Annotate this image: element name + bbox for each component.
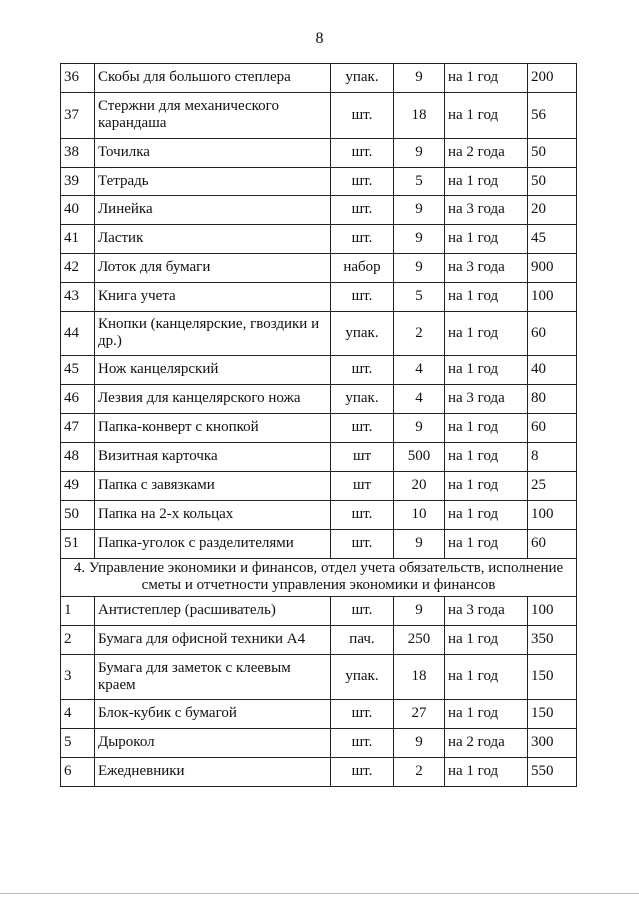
- unit-of-measure: шт.: [331, 168, 394, 196]
- item-name: Антистеплер (расшиватель): [95, 597, 331, 626]
- price: 45: [528, 225, 577, 254]
- unit-of-measure: шт.: [331, 729, 394, 758]
- usage-period: на 1 год: [445, 655, 528, 700]
- unit-of-measure: упак.: [331, 385, 394, 414]
- unit-of-measure: шт.: [331, 414, 394, 443]
- unit-of-measure: шт.: [331, 283, 394, 312]
- table-row: [61, 283, 577, 312]
- usage-period: на 1 год: [445, 626, 528, 655]
- table-row: [61, 93, 577, 139]
- table-row: [61, 559, 577, 597]
- row-number: 48: [61, 443, 95, 472]
- usage-period: на 1 год: [445, 225, 528, 254]
- table-row: [61, 655, 577, 700]
- item-name: Скобы для большого степлера: [95, 64, 331, 93]
- unit-of-measure: шт.: [331, 530, 394, 559]
- usage-period: на 3 года: [445, 254, 528, 283]
- row-number: 44: [61, 312, 95, 356]
- quantity: 9: [394, 530, 445, 559]
- row-number: 3: [61, 655, 95, 700]
- item-name: Папка-уголок с разделителями: [95, 530, 331, 559]
- table-row: [61, 139, 577, 168]
- item-name: Точилка: [95, 139, 331, 168]
- price: 900: [528, 254, 577, 283]
- price: 150: [528, 700, 577, 729]
- supplies-table-part2: [61, 597, 577, 787]
- quantity: 9: [394, 729, 445, 758]
- quantity: 9: [394, 414, 445, 443]
- item-name: Тетрадь: [95, 168, 331, 196]
- supplies-table-part1: [61, 64, 577, 559]
- quantity: 250: [394, 626, 445, 655]
- row-number: 38: [61, 139, 95, 168]
- usage-period: на 1 год: [445, 168, 528, 196]
- price: 8: [528, 443, 577, 472]
- price: 25: [528, 472, 577, 501]
- table-row: [61, 597, 577, 626]
- row-number: 49: [61, 472, 95, 501]
- item-name: Кнопки (канцелярские, гвоздики и др.): [95, 312, 331, 356]
- table-row: [61, 472, 577, 501]
- usage-period: на 2 года: [445, 139, 528, 168]
- table-row: [61, 64, 577, 93]
- price: 80: [528, 385, 577, 414]
- row-number: 46: [61, 385, 95, 414]
- quantity: 9: [394, 597, 445, 626]
- unit-of-measure: шт.: [331, 597, 394, 626]
- price: 60: [528, 530, 577, 559]
- item-name: Папка с завязками: [95, 472, 331, 501]
- table-row: [61, 385, 577, 414]
- price: 20: [528, 196, 577, 225]
- quantity: 18: [394, 655, 445, 700]
- quantity: 10: [394, 501, 445, 530]
- item-name: Папка-конверт с кнопкой: [95, 414, 331, 443]
- quantity: 9: [394, 196, 445, 225]
- page-bottom-rule: [0, 893, 639, 894]
- quantity: 5: [394, 168, 445, 196]
- price: 40: [528, 356, 577, 385]
- item-name: Бумага для заметок с клеевым краем: [95, 655, 331, 700]
- item-name: Линейка: [95, 196, 331, 225]
- usage-period: на 3 года: [445, 385, 528, 414]
- price: 550: [528, 758, 577, 787]
- unit-of-measure: шт: [331, 472, 394, 501]
- item-name: Ежедневники: [95, 758, 331, 787]
- usage-period: на 1 год: [445, 472, 528, 501]
- row-number: 1: [61, 597, 95, 626]
- item-name: Ластик: [95, 225, 331, 254]
- row-number: 43: [61, 283, 95, 312]
- price: 50: [528, 139, 577, 168]
- row-number: 4: [61, 700, 95, 729]
- row-number: 6: [61, 758, 95, 787]
- quantity: 2: [394, 758, 445, 787]
- row-number: 37: [61, 93, 95, 139]
- row-number: 51: [61, 530, 95, 559]
- item-name: Папка на 2-х кольцах: [95, 501, 331, 530]
- price: 60: [528, 414, 577, 443]
- table-row: [61, 168, 577, 196]
- row-number: 42: [61, 254, 95, 283]
- price: 150: [528, 655, 577, 700]
- unit-of-measure: пач.: [331, 626, 394, 655]
- price: 100: [528, 283, 577, 312]
- unit-of-measure: шт: [331, 443, 394, 472]
- unit-of-measure: набор: [331, 254, 394, 283]
- usage-period: на 3 года: [445, 196, 528, 225]
- quantity: 9: [394, 225, 445, 254]
- row-number: 2: [61, 626, 95, 655]
- item-name: Визитная карточка: [95, 443, 331, 472]
- table-row: [61, 225, 577, 254]
- quantity: 27: [394, 700, 445, 729]
- price: 100: [528, 597, 577, 626]
- row-number: 36: [61, 64, 95, 93]
- usage-period: на 1 год: [445, 283, 528, 312]
- table-row: [61, 312, 577, 356]
- quantity: 18: [394, 93, 445, 139]
- unit-of-measure: упак.: [331, 312, 394, 356]
- quantity: 4: [394, 356, 445, 385]
- table-row: [61, 254, 577, 283]
- row-number: 47: [61, 414, 95, 443]
- usage-period: на 1 год: [445, 530, 528, 559]
- unit-of-measure: шт.: [331, 139, 394, 168]
- usage-period: на 1 год: [445, 700, 528, 729]
- usage-period: на 1 год: [445, 356, 528, 385]
- row-number: 41: [61, 225, 95, 254]
- quantity: 2: [394, 312, 445, 356]
- item-name: Бумага для офисной техники А4: [95, 626, 331, 655]
- table-row: [61, 356, 577, 385]
- item-name: Дырокол: [95, 729, 331, 758]
- unit-of-measure: шт.: [331, 93, 394, 139]
- item-name: Стержни для механического карандаша: [95, 93, 331, 139]
- usage-period: на 1 год: [445, 64, 528, 93]
- item-name: Нож канцелярский: [95, 356, 331, 385]
- table-row: [61, 626, 577, 655]
- quantity: 4: [394, 385, 445, 414]
- usage-period: на 1 год: [445, 443, 528, 472]
- row-number: 40: [61, 196, 95, 225]
- supplies-table: [60, 63, 577, 787]
- usage-period: на 2 года: [445, 729, 528, 758]
- quantity: 9: [394, 254, 445, 283]
- price: 50: [528, 168, 577, 196]
- unit-of-measure: шт.: [331, 196, 394, 225]
- table-row: [61, 443, 577, 472]
- row-number: 5: [61, 729, 95, 758]
- row-number: 45: [61, 356, 95, 385]
- quantity: 9: [394, 64, 445, 93]
- table-row: [61, 196, 577, 225]
- quantity: 5: [394, 283, 445, 312]
- price: 350: [528, 626, 577, 655]
- price: 60: [528, 312, 577, 356]
- usage-period: на 1 год: [445, 501, 528, 530]
- quantity: 500: [394, 443, 445, 472]
- section-heading: 4. Управление экономики и финансов, отдел учета обязательств, исполнение сметы и отчетности управления экономики и финансов: [61, 559, 577, 597]
- unit-of-measure: шт.: [331, 501, 394, 530]
- section-heading-row: [61, 559, 577, 597]
- usage-period: на 1 год: [445, 758, 528, 787]
- table-row: [61, 700, 577, 729]
- price: 300: [528, 729, 577, 758]
- table-row: [61, 758, 577, 787]
- table-row: [61, 414, 577, 443]
- unit-of-measure: шт.: [331, 356, 394, 385]
- row-number: 50: [61, 501, 95, 530]
- page-number: 8: [315, 30, 324, 47]
- unit-of-measure: упак.: [331, 655, 394, 700]
- usage-period: на 1 год: [445, 93, 528, 139]
- item-name: Книга учета: [95, 283, 331, 312]
- table-row: [61, 501, 577, 530]
- usage-period: на 1 год: [445, 414, 528, 443]
- usage-period: на 1 год: [445, 312, 528, 356]
- quantity: 9: [394, 139, 445, 168]
- usage-period: на 3 года: [445, 597, 528, 626]
- unit-of-measure: шт.: [331, 700, 394, 729]
- unit-of-measure: шт.: [331, 758, 394, 787]
- item-name: Лезвия для канцелярского ножа: [95, 385, 331, 414]
- item-name: Блок-кубик с бумагой: [95, 700, 331, 729]
- unit-of-measure: шт.: [331, 225, 394, 254]
- table-row: [61, 729, 577, 758]
- item-name: Лоток для бумаги: [95, 254, 331, 283]
- quantity: 20: [394, 472, 445, 501]
- price: 100: [528, 501, 577, 530]
- unit-of-measure: упак.: [331, 64, 394, 93]
- price: 200: [528, 64, 577, 93]
- row-number: 39: [61, 168, 95, 196]
- price: 56: [528, 93, 577, 139]
- table-row: [61, 530, 577, 559]
